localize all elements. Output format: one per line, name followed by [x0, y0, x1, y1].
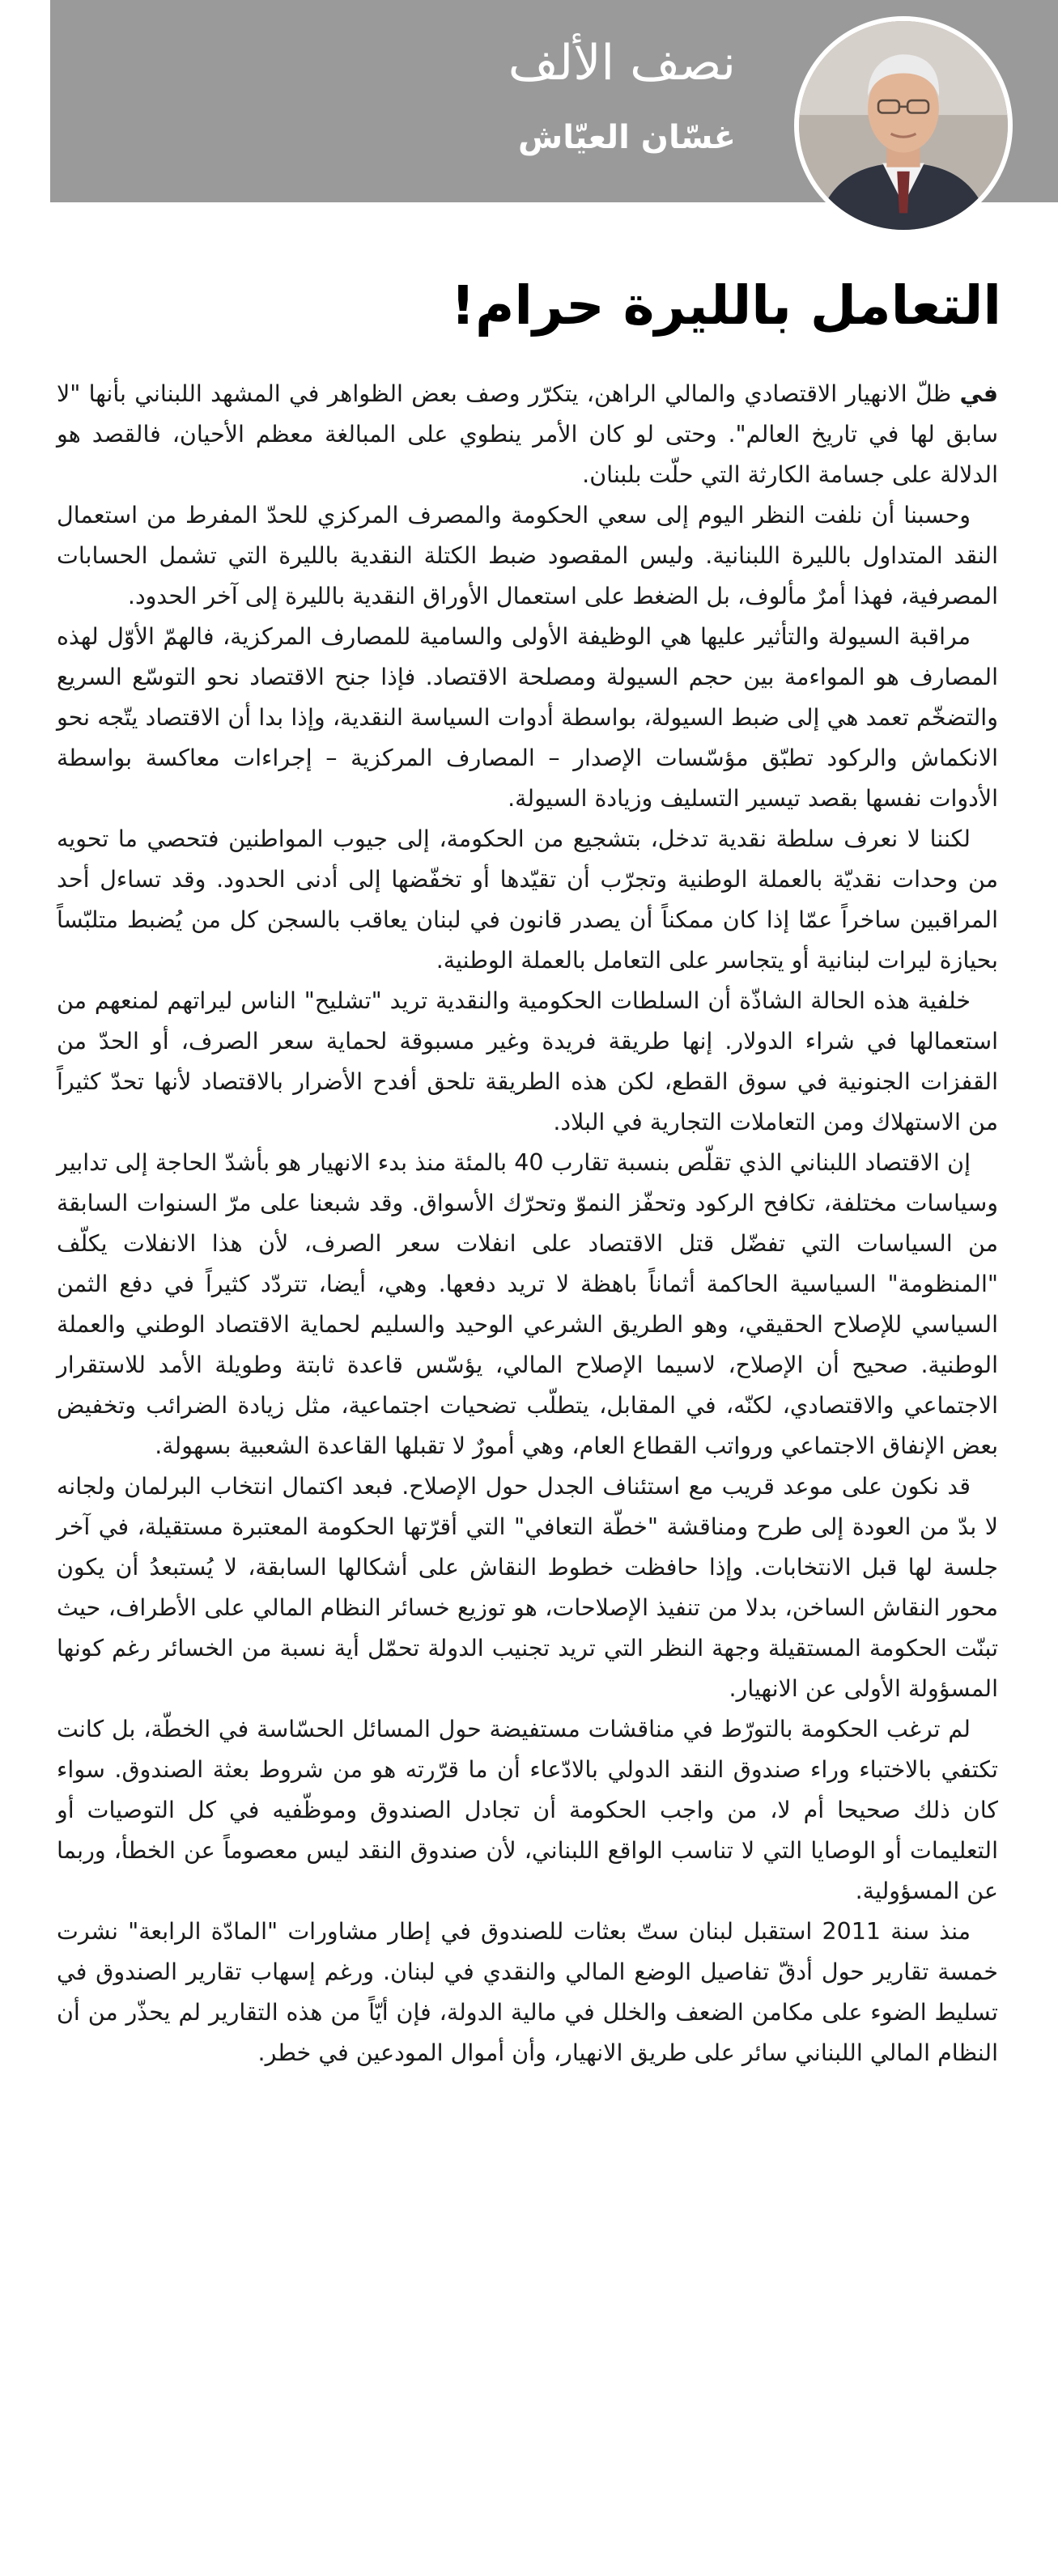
paragraph-text: ظلّ الانهيار الاقتصادي والمالي الراهن، يتكرّر وصف بعض الظواهر في المشهد اللبناني بأنها "لا سابق لها في تاريخ العالم". وحتى لو كان الأمر ينطوي على المبالغة معظم الأحيان، فالقصد هو الدلالة على جسامة الكارثة التي حلّت بلبنان. [57, 380, 998, 488]
article-headline: التعامل بالليرة حرام! [450, 274, 1001, 337]
article-paragraph: لكننا لا نعرف سلطة نقدية تدخل، بتشجيع من الحكومة، إلى جيوب المواطنين فتحصي ما تحويه من وحدات نقديّة بالعملة الوطنية وتجرّب أن تقيّدها أو تخفّضها إلى أدنى الحدود. وقد تساءل أحد المراقبين ساخراً عمّا إذا كان ممكناً أن يصدر قانون في لبنان يعاقب بالسجن كل من يُضبط متلبّساً بحيازة ليرات لبنانية أو يتجاسر على التعامل بالعملة الوطنية. [57, 825, 998, 974]
column-name: نصف الألف [508, 35, 736, 91]
article-paragraph: قد نكون على موعد قريب مع استئناف الجدل حول الإصلاح. فبعد اكتمال انتخاب البرلمان ولجانه لا بدّ من العودة إلى طرح ومناقشة "خطّة التعافي" التي أقرّتها الحكومة المعتبرة مستقيلة، في آخر جلسة لها قبل الانتخابات. وإذا حافظت خطوط النقاش على أشكالها السابقة، لا يُستبعدُ أن يكون محور النقاش الساخن، بدلا من تنفيذ الإصلاحات، هو توزيع خسائر النظام المالي على الأطراف، حيث تبنّت الحكومة المستقيلة وجهة النظر التي تريد تجنيب الدولة تحمّل أية نسبة من الخسائر رغم كونها المسؤولة الأولى عن الانهيار. [57, 1473, 998, 1702]
article-paragraph: مراقبة السيولة والتأثير عليها هي الوظيفة الأولى والسامية للمصارف المركزية، فالهمّ الأوّل لهذه المصارف هو المواءمة بين حجم السيولة ومصلحة الاقتصاد. فإذا جنح الاقتصاد نحو التوسّع السريع والتضخّم تعمد هي إلى ضبط السيولة، بواسطة أدوات السياسة النقدية، وإذا بدا أن الاقتصاد يتّجه نحو الانكماش والركود تطبّق مؤسّسات الإصدار – المصارف المركزية – إجراءات معاكسة بواسطة الأدوات نفسها بقصد تيسير التسليف وزيادة السيولة. [57, 623, 998, 812]
author-portrait-image [799, 21, 1008, 230]
article-paragraph: لم ترغب الحكومة بالتورّط في مناقشات مستفيضة حول المسائل الحسّاسة في الخطّة، بل كانت تكتفي بالاختباء وراء صندوق النقد الدولي بالادّعاء أن ما قرّرته هو من شروط بعثة الصندوق. سواء كان ذلك صحيحا أم لا، من واجب الحكومة أن تجادل الصندوق وموظّفيه في كل التوصيات أو التعليمات أو الوصايا التي لا تناسب الواقع اللبناني، لأن صندوق النقد ليس معصوماً عن الخطأ، وربما عن المسؤولية. [57, 1716, 998, 1904]
author-name: غسّان العيّاش [518, 119, 736, 156]
article-paragraph: إن الاقتصاد اللبناني الذي تقلّص بنسبة تقارب 40 بالمئة منذ بدء الانهيار هو بأشدّ الحاجة إلى تدابير وسياسات مختلفة، تكافح الركود وتحفّز النموّ وتحرّك الأسواق. وقد شبعنا على مرّ السنوات السابقة من السياسات التي تفضّل قتل الاقتصاد على انفلات سعر الصرف، لأن هذا الانفلات يكلّف "المنظومة" السياسية الحاكمة أثماناً باهظة لا تريد دفعها. وهي، أيضا، تتردّد كثيراً في دفع الثمن السياسي للإصلاح الحقيقي، وهو الطريق الشرعي الوحيد والسليم لحماية الاقتصاد الوطني والعملة الوطنية. صحيح أن الإصلاح، لاسيما الإصلاح المالي، يؤسّس قاعدة ثابتة وطويلة الأمد للاستقرار الاجتماعي والاقتصادي، لكنّه، في المقابل، يتطلّب تضحيات اجتماعية، مثل زيادة الضرائب وتخفيض بعض الإنفاق الاجتماعي ورواتب القطاع العام، وهي أمورٌ لا تقبلها القاعدة الشعبية بسهولة. [57, 1149, 998, 1459]
article-paragraph [57, 374, 998, 495]
author-photo [794, 16, 1013, 235]
lead-word: في [959, 380, 999, 407]
article-paragraph: منذ سنة 2011 استقبل لبنان ستّ بعثات للصندوق في إطار مشاورات "المادّة الرابعة" نشرت خمسة تقارير حول أدقّ تفاصيل الوضع المالي والنقدي في لبنان. ورغم إسهاب تقارير الصندوق في تسليط الضوء على مكامن الضعف والخلل في مالية الدولة، فإن أيّاً من هذه التقارير لم يحذّر من أن النظام المالي اللبناني سائر على طريق الانهيار، وأن أموال المودعين في خطر. [57, 1918, 998, 2066]
article-paragraph: وحسبنا أن نلفت النظر اليوم إلى سعي الحكومة والمصرف المركزي للحدّ المفرط من استعمال النقد المتداول بالليرة اللبنانية. وليس المقصود ضبط الكتلة النقدية بالليرة التي تشمل الحسابات المصرفية، فهذا أمرٌ مألوف، بل الضغط على استعمال الأوراق النقدية بالليرة إلى آخر الحدود. [57, 502, 998, 609]
article-paragraph: خلفية هذه الحالة الشاذّة أن السلطات الحكومية والنقدية تريد "تشليح" الناس ليراتهم لمنعهم من استعمالها في شراء الدولار. إنها طريقة فريدة وغير مسبوقة لحماية سعر الصرف، أو الحدّ من القفزات الجنونية في سوق القطع، لكن هذه الطريقة تلحق أفدح الأضرار بالاقتصاد لأنها تحدّ كثيراً من الاستهلاك ومن التعاملات التجارية في البلاد. [57, 987, 998, 1135]
article-body [57, 374, 998, 2073]
